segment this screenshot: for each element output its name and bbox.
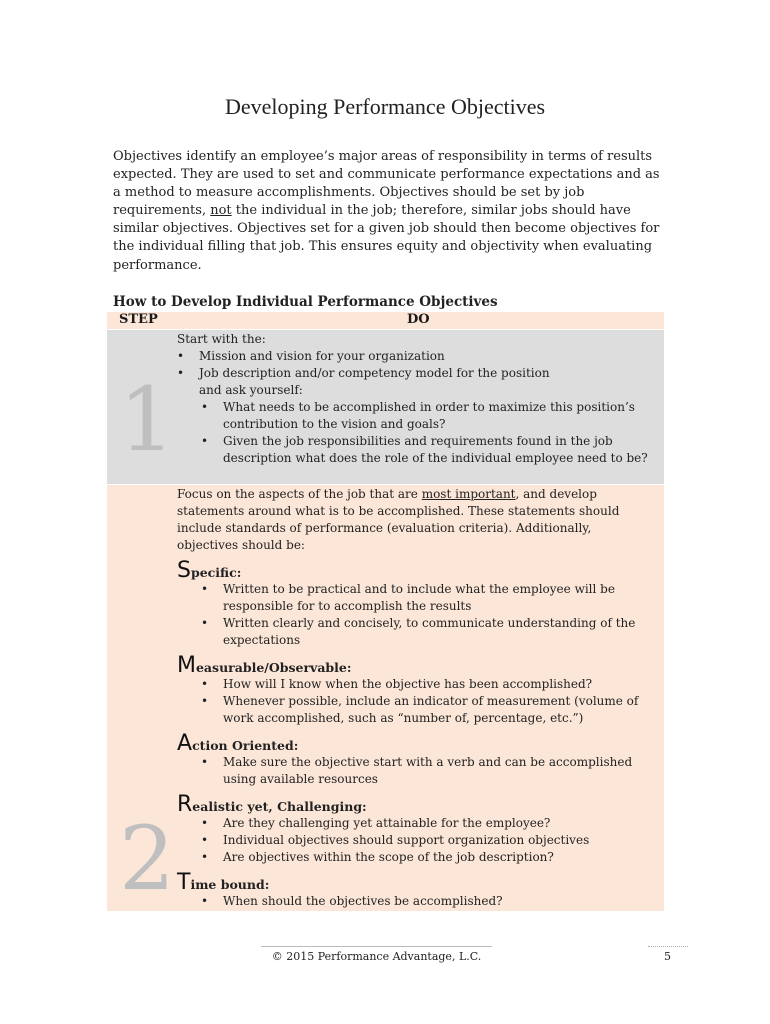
smart-rest: pecific:	[190, 565, 242, 580]
list-item: • Are objectives within the scope of the job description?	[201, 849, 654, 866]
smart-cap: M	[177, 653, 196, 678]
step-1-lead: Start with the:	[177, 332, 266, 346]
smart-timebound-bullets	[201, 893, 654, 910]
step-1-bullets	[177, 348, 654, 399]
header-do: DO	[407, 312, 430, 327]
section-heading: How to Develop Individual Performance Objectives	[113, 294, 498, 310]
step-2-row	[107, 485, 664, 911]
step-2-content	[177, 486, 654, 910]
table-header	[107, 312, 664, 329]
intro-paragraph	[113, 148, 661, 275]
list-item: • Mission and vision for your organization	[177, 348, 654, 365]
smart-rest: easurable/Observable:	[195, 660, 352, 675]
page-number-divider	[648, 946, 688, 947]
smart-cap: T	[177, 870, 191, 895]
smart-measurable-heading	[177, 653, 654, 678]
smart-action-heading	[177, 731, 654, 756]
step-1-sub-bullets	[201, 399, 654, 467]
list-item: • Are they challenging yet attainable for the employee?	[201, 815, 654, 832]
step-1-content	[177, 331, 654, 467]
list-item: • When should the objectives be accomplished?	[201, 893, 654, 910]
intro-text-2: the individual in the job; therefore, similar jobs should have similar objectives. Objectives set for a given job should then become objectives for the individual filling that job. This ensures equity and objectivity when evaluating performance.	[113, 203, 660, 273]
smart-realistic-heading	[177, 792, 654, 817]
smart-cap: R	[177, 792, 193, 817]
list-item	[177, 365, 654, 399]
smart-rest: ction Oriented:	[192, 738, 299, 753]
smart-measurable-bullets	[201, 676, 654, 727]
page-number: 5	[664, 950, 671, 963]
list-item: • How will I know when the objective has been accomplished?	[201, 676, 654, 693]
step-2-number: 2	[119, 807, 175, 910]
intro-text-1: Objectives identify an employee’s major areas of responsibility in terms of results expected. They are used to set and communicate performance expectations and as a method to measure accomplishments. Objectives should be set by job requirements,	[113, 149, 660, 219]
step-1-number: 1	[119, 368, 175, 471]
smart-specific-heading	[177, 558, 654, 583]
list-item: • Written to be practical and to include what the employee will be responsible for to accomplish the results	[201, 581, 654, 615]
footer-divider	[261, 946, 492, 947]
page-title: Developing Performance Objectives	[224, 94, 546, 119]
smart-specific-bullets	[201, 581, 654, 649]
list-item: • Written clearly and concisely, to communicate understanding of the expectations	[201, 615, 654, 649]
smart-rest: ealistic yet, Challenging:	[192, 799, 367, 814]
footer-copyright: © 2015 Performance Advantage, L.C.	[271, 950, 482, 963]
list-item: • What needs to be accomplished in order to maximize this position’s contribution to the vision and goals?	[201, 399, 654, 433]
step-2-intro-underlined: most important	[421, 487, 516, 501]
intro-underlined: not	[210, 203, 232, 219]
list-item: • Given the job responsibilities and requirements found in the job description what does the role of the individual employee need to be?	[201, 433, 654, 467]
smart-timebound-heading	[177, 870, 654, 895]
list-item: • Individual objectives should support organization objectives	[201, 832, 654, 849]
list-item: • Whenever possible, include an indicator of measurement (volume of work accomplished, such as “number of, percentage, etc.”)	[201, 693, 654, 727]
list-item: • Make sure the objective start with a verb and can be accomplished using available resources	[201, 754, 654, 788]
step-2-intro-text-2: , and develop statements around what is to be accomplished. These statements should include standards of performance (evaluation criteria). Additionally, objectives should be:	[177, 487, 620, 552]
smart-realistic-bullets	[201, 815, 654, 866]
smart-cap: S	[177, 558, 191, 583]
header-step: STEP	[119, 312, 158, 327]
smart-rest: ime bound:	[190, 877, 270, 892]
bullet-text: • Job description and/or competency model for the position	[199, 366, 550, 380]
step-1-row	[107, 330, 664, 484]
step-2-intro-text-1: Focus on the aspects of the job that are	[177, 487, 422, 501]
bullet-continuation: and ask yourself:	[199, 383, 303, 397]
smart-cap: A	[177, 731, 193, 756]
step-2-intro	[177, 486, 654, 554]
objectives-table	[107, 312, 664, 911]
smart-action-bullets	[201, 754, 654, 788]
